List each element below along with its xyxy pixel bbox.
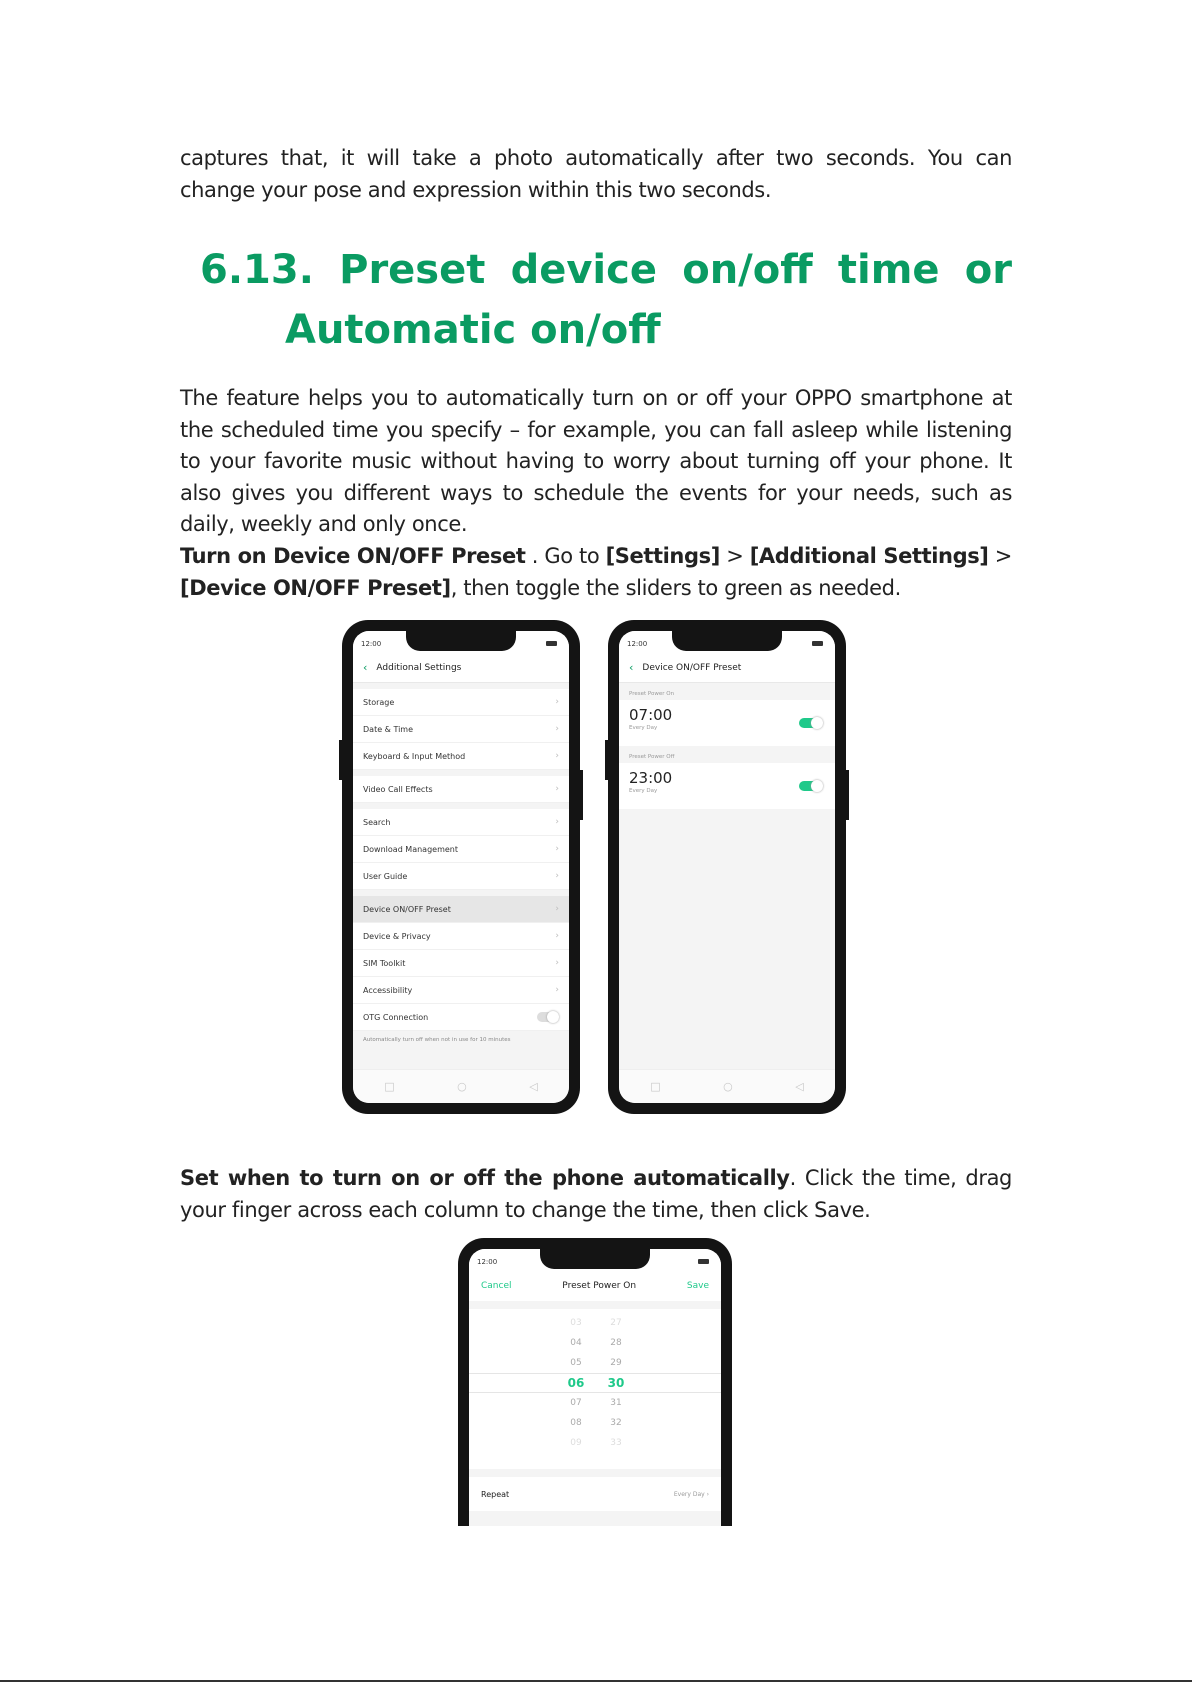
settings-row[interactable] <box>353 863 569 890</box>
status-time: 12:00 <box>627 640 648 648</box>
screen-title: Additional Settings <box>376 662 462 673</box>
power-off-time: 23:00 <box>629 769 673 787</box>
heading-word: device <box>510 247 657 293</box>
minute-selected: 30 <box>607 1376 625 1390</box>
back-icon[interactable]: ‹ <box>629 661 634 674</box>
status-time: 12:00 <box>477 1258 498 1266</box>
phone-side-button <box>731 1408 732 1448</box>
step-preset: [Device ON/OFF Preset] <box>180 575 451 600</box>
phone-side-button <box>605 740 609 780</box>
battery-icon <box>698 1259 709 1264</box>
hour-selected: 06 <box>567 1376 585 1390</box>
settings-row[interactable] <box>353 950 569 977</box>
phone-mockup-preset <box>608 620 846 1114</box>
step-text: , then toggle the sliders to green as needed. <box>450 575 901 600</box>
chevron-right-icon: › <box>706 1490 709 1498</box>
heading-word: time <box>837 247 940 293</box>
home-icon[interactable]: ○ <box>457 1080 467 1093</box>
phone-side-button <box>458 1348 459 1388</box>
settings-row[interactable] <box>353 977 569 1004</box>
screen-titlebar <box>619 653 835 683</box>
repeat-value-text: Every Day <box>673 1490 705 1498</box>
phone-screen <box>619 631 835 1103</box>
step-additional: [Additional Settings] <box>749 544 989 568</box>
settings-row[interactable] <box>353 776 569 803</box>
row-label: Video Call Effects <box>363 784 433 794</box>
otg-hint: Automatically turn off when not in use for 10 minutes <box>363 1037 511 1043</box>
repeat-label: Repeat <box>481 1489 510 1499</box>
settings-row[interactable] <box>353 716 569 743</box>
minute-column[interactable] <box>601 1313 631 1453</box>
power-off-toggle[interactable] <box>799 781 821 791</box>
step-sep: > <box>988 544 1013 568</box>
battery-icon <box>812 641 823 646</box>
step-text: . Go to <box>525 544 606 568</box>
chevron-right-icon: › <box>555 931 559 941</box>
section-heading <box>200 240 1012 360</box>
section-label: Preset Power On <box>629 691 675 697</box>
phone-side-button <box>339 740 343 780</box>
recent-apps-icon[interactable]: □ <box>384 1080 395 1093</box>
settings-group <box>353 809 569 890</box>
heading-line2: Automatic on/off <box>285 307 661 353</box>
step-sep: > <box>719 544 750 568</box>
minute-option: 33 <box>610 1438 622 1448</box>
phone-screen <box>353 631 569 1103</box>
chevron-right-icon: › <box>555 724 559 734</box>
row-label: SIM Toolkit <box>363 958 406 968</box>
selection-band <box>469 1373 721 1393</box>
step-bold: Set when to turn on or off the phone automatically <box>180 1166 790 1190</box>
step-set-when <box>180 1163 1012 1226</box>
row-label: OTG Connection <box>363 1012 429 1022</box>
hour-option: 04 <box>570 1338 582 1348</box>
row-label: User Guide <box>363 871 408 881</box>
screen-title: Device ON/OFF Preset <box>642 662 742 673</box>
save-button[interactable]: Save <box>686 1281 709 1291</box>
chevron-right-icon: › <box>555 871 559 881</box>
row-label: Device & Privacy <box>363 931 431 941</box>
phone-mockup-additional-settings <box>342 620 580 1114</box>
power-on-repeat: Every Day <box>629 725 658 731</box>
recent-apps-icon[interactable]: □ <box>650 1080 661 1093</box>
hour-option: 08 <box>570 1418 582 1428</box>
settings-group <box>353 776 569 803</box>
chevron-right-icon: › <box>555 844 559 854</box>
phone-crop <box>458 1238 732 1526</box>
settings-row-device-onoff-preset[interactable] <box>353 896 569 923</box>
row-label: Device ON/OFF Preset <box>363 904 451 914</box>
nav-bar <box>619 1069 835 1103</box>
row-label: Keyboard & Input Method <box>363 751 466 761</box>
picker-header <box>469 1271 721 1301</box>
chevron-right-icon: › <box>555 985 559 995</box>
row-label: Download Management <box>363 844 459 854</box>
step-text: . Click the time, drag your finger across each column to change the time, then click Save. <box>180 1166 1012 1222</box>
back-icon[interactable]: ‹ <box>363 661 368 674</box>
settings-row[interactable] <box>353 689 569 716</box>
intro-paragraph: captures that, it will take a photo automatically after two seconds. You can change your pose and expression within this two seconds. <box>180 146 1012 202</box>
power-on-toggle[interactable] <box>799 718 821 728</box>
hour-option: 03 <box>570 1318 582 1328</box>
settings-row[interactable] <box>353 809 569 836</box>
minute-option: 27 <box>610 1318 622 1328</box>
toggle-switch[interactable] <box>537 1012 559 1022</box>
back-nav-icon[interactable]: ◁ <box>529 1080 538 1093</box>
step-bold: Turn on Device ON/OFF Preset <box>180 544 526 568</box>
chevron-right-icon: › <box>555 904 559 914</box>
minute-option: 29 <box>610 1358 622 1368</box>
nav-bar <box>353 1069 569 1103</box>
description-paragraph: The feature helps you to automatically turn on or off your OPPO smartphone at the scheduled time you specify – for example, you can fall asleep while listening to your favorite music without having to worry about turning off your phone. It also gives you different ways to schedule the events for your needs, such as daily, weekly and only once. <box>180 386 1012 536</box>
heading-number: 6.13. <box>200 247 314 293</box>
settings-group <box>353 896 569 1031</box>
home-icon[interactable]: ○ <box>723 1080 733 1093</box>
section-label: Preset Power Off <box>629 754 675 760</box>
hour-option: 05 <box>570 1358 582 1368</box>
settings-group <box>353 689 569 770</box>
settings-row[interactable] <box>353 923 569 950</box>
back-nav-icon[interactable]: ◁ <box>795 1080 804 1093</box>
phone-side-button <box>579 770 583 820</box>
chevron-right-icon: › <box>555 817 559 827</box>
heading-word: Preset <box>339 247 486 293</box>
power-off-repeat: Every Day <box>629 788 658 794</box>
minute-option: 31 <box>610 1398 622 1408</box>
phone-mockup-picker <box>458 1238 732 1526</box>
chevron-right-icon: › <box>555 751 559 761</box>
heading-word: on/off <box>682 247 813 293</box>
hour-option: 09 <box>570 1438 582 1448</box>
screen-titlebar <box>353 653 569 683</box>
picker-title: Preset Power On <box>562 1281 637 1291</box>
hour-column[interactable] <box>561 1313 591 1453</box>
phone-notch <box>540 1249 650 1269</box>
row-label: Storage <box>363 697 395 707</box>
chevron-right-icon: › <box>555 697 559 707</box>
repeat-value <box>674 1491 709 1498</box>
settings-row-otg[interactable] <box>353 1004 569 1031</box>
heading-word: or <box>964 247 1012 293</box>
phone-side-button <box>845 770 849 820</box>
row-label: Date & Time <box>363 724 414 734</box>
footer-rule <box>0 1680 1192 1682</box>
chevron-right-icon: › <box>555 958 559 968</box>
settings-row[interactable] <box>353 836 569 863</box>
power-off-time-card[interactable] <box>619 763 835 809</box>
time-picker[interactable] <box>469 1309 721 1469</box>
power-on-time: 07:00 <box>629 706 673 724</box>
status-time: 12:00 <box>361 640 382 648</box>
phone-screen <box>469 1249 721 1526</box>
step-settings: [Settings] <box>605 544 720 568</box>
phone-notch <box>406 631 516 651</box>
settings-row[interactable] <box>353 743 569 770</box>
chevron-right-icon: › <box>555 784 559 794</box>
power-on-time-card[interactable] <box>619 700 835 746</box>
battery-icon <box>546 641 557 646</box>
step-turn-on <box>180 541 1012 604</box>
row-label: Search <box>363 817 391 827</box>
repeat-row[interactable] <box>469 1477 721 1511</box>
cancel-button[interactable]: Cancel <box>481 1281 512 1291</box>
minute-option: 32 <box>610 1418 622 1428</box>
phone-notch <box>672 631 782 651</box>
hour-option: 07 <box>570 1398 582 1408</box>
minute-option: 28 <box>610 1338 622 1348</box>
row-label: Accessibility <box>363 985 413 995</box>
